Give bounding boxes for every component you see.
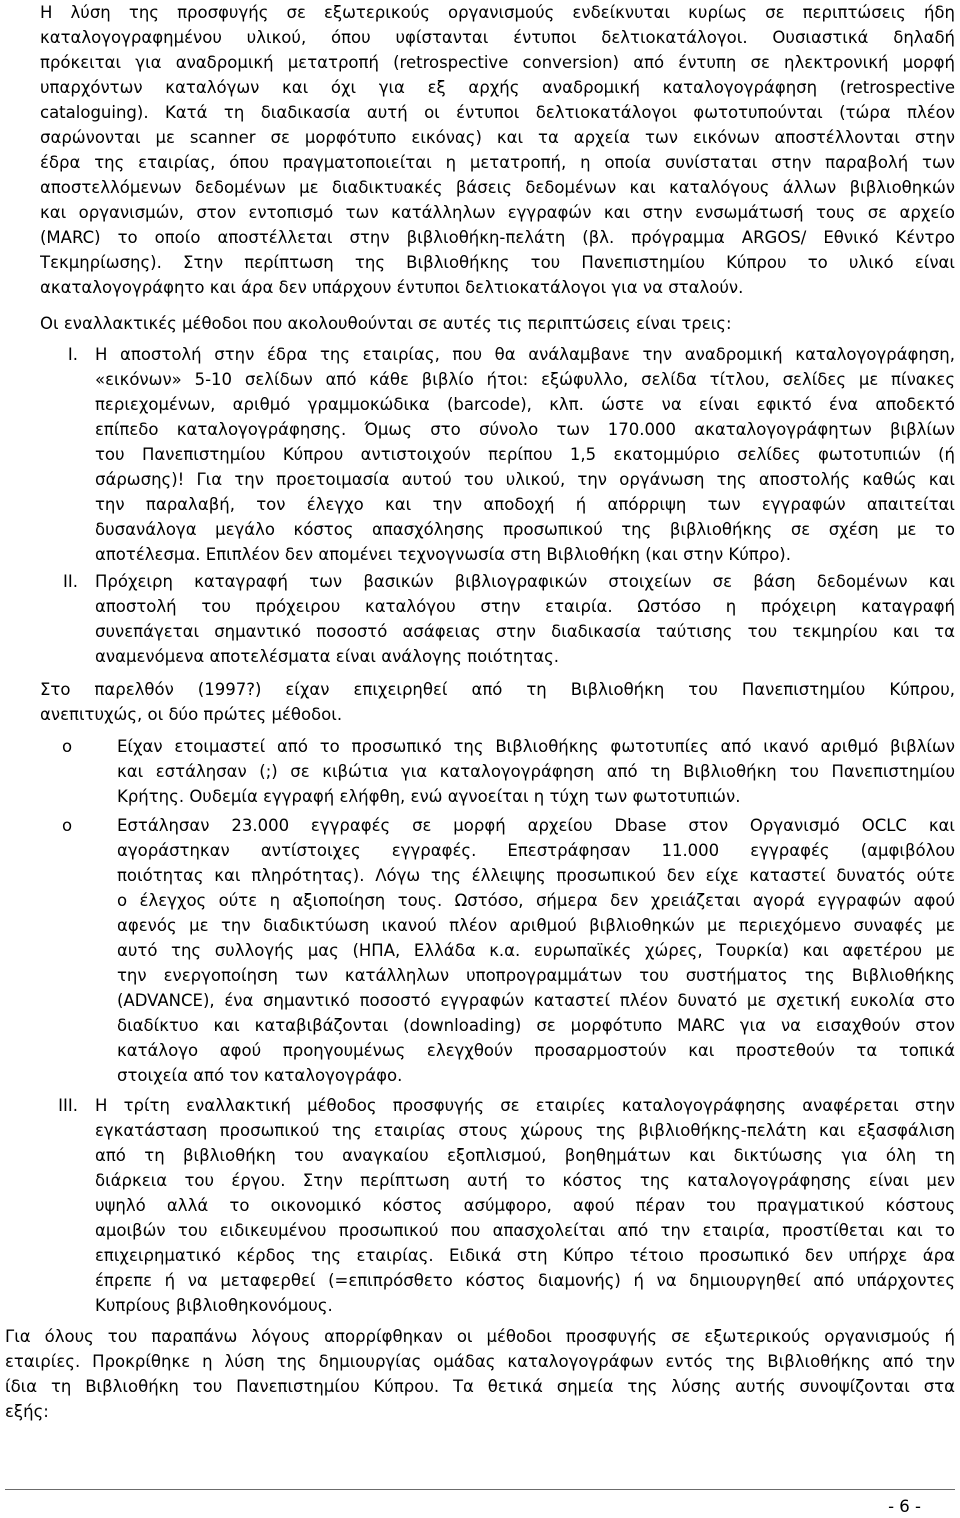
text-line: στοιχεία από τον καταλογογράφο. [117,1066,403,1085]
list-marker: II. [63,572,78,591]
intro-paragraph [40,0,955,300]
text-line: επίπεδο καταλογογράφησης. Όμως στο σύνολο των 170.000 ακαταλογογράφητων βιβλίων [95,420,955,439]
list-marker: III. [58,1096,78,1115]
text-line: από τη βιβλιοθήκη του αναγκαίου εξοπλισμού, βοηθημάτων και δικτύωσης για όλη τη [95,1146,955,1165]
bullet-marker: o [62,737,73,756]
text-line: του Πανεπιστημίου Κύπρου αντιστοιχούν περίπου 1,5 εκατομμύριο σελίδες φωτοτυπιών (ή [95,445,955,464]
text-line: επιχειρηματικό κέρδος της εταιρίας. Ειδικά στη Κύπρο τέτοιο προσωπικό δεν υπήρχε άρα [95,1246,955,1265]
text-line: Οι εναλλακτικές μέθοδοι που ακολουθούνται σε αυτές τις περιπτώσεις είναι τρεις: [40,314,732,333]
method-item-2 [63,569,955,669]
text-line: εγκατάσταση προσωπικού της εταιρίας στους χώρους της βιβλιοθήκης-πελάτη και εξασφάλιση [95,1121,955,1140]
text-line: εταιρίες. Προκρίθηκε η λύση της δημιουργίας ομάδας καταλογογράφων εντός της Βιβλιοθήκης από την [5,1352,955,1371]
text-line: αφενός με την διαδικτύωση ικανού πλέον αριθμού βιβλιοθηκών με περιεχόμενο συναφές με [117,916,955,935]
text-line: Πρόχειρη καταγραφή των βασικών βιβλιογραφικών στοιχείων σε βάση δεδομένων και [95,572,955,591]
past-attempt-item-1 [62,734,955,809]
list-marker: I. [67,345,78,364]
text-line: cataloguing). Κατά τη διαδικασία αυτή οι έντυποι δελτιοκατάλογοι φωτοτυπούνται (τώρα πλέον [40,103,955,122]
text-line: ακαταλογογράφητο και άρα δεν υπάρχουν έντυποι δελτιοκατάλογοι για να σταλούν. [40,278,744,297]
text-line: και οργανισμών, στον εντοπισμό των κατάλληλων εγγραφών και στην ενσωμάτωσή τους σε αρχείο [40,203,955,222]
text-line: ποιότητας και πληρότητας). Λόγω της έλλειψης προσωπικού δεν είχε καταστεί δυνατός ούτε [117,866,955,885]
text-line: σαρώνονται με scanner σε μορφότυπο εικόνας) και τα αρχεία των εικόνων αποστέλλονται στην [40,128,955,147]
method-item-1 [67,342,955,567]
text-line: έπρεπε ή να μεταφερθεί (=επιπρόσθετο κόστος διαμονής) ή να δημιουργηθεί από υπάρχοντες [95,1271,955,1290]
text-line: υψηλό αλλά το οικονομικό κόστος ασύμφορο, αφού πέραν του πραγματικού κόστους [95,1196,955,1215]
text-line: Η λύση της προσφυγής σε εξωτερικούς οργανισμούς ενδείκνυται κυρίως σε περιπτώσεις ήδη [40,3,955,22]
past-attempt-item-2 [62,813,955,1088]
text-line: (MARC) το οποίο αποστέλλεται στην βιβλιοθήκη-πελάτη (βλ. πρόγραμμα ARGOS/ Εθνικό Κέντρο [40,228,955,247]
text-line: ίδια τη Βιβλιοθήκη του Πανεπιστημίου Κύπρου. Τα θετικά σημεία της λύσης αυτής συνοψίζονται στα [5,1377,955,1396]
text-line: Κυπρίους βιβλιοθηκονόμους. [95,1296,333,1315]
text-line: Η τρίτη εναλλακτική μέθοδος προσφυγής σε εταιρίες καταλογογράφησης αναφέρεται στην [95,1096,955,1115]
text-line: αποτέλεσμα. Επιπλέον δεν απομένει τεχνογνωσία στη Βιβλιοθήκη (και στην Κύπρο). [95,545,791,564]
text-line: αυτό της συλλογής μας (ΗΠΑ, Ελλάδα κ.α. ευρωπαϊκές χώρες, Τουρκία) και αφετέρου με [117,941,955,960]
text-line: αποστολή του πρόχειρου καταλόγου στην εταιρία. Ωστόσο η πρόχειρη καταγραφή [95,597,955,616]
text-line: πρόκειται για αναδρομική μετατροπή (retrospective conversion) από έντυπη σε ηλεκτρονική μορφή [40,53,955,72]
text-line: αμοιβών του ειδικευμένου προσωπικού που απασχολείται από την εταιρία, προστίθεται και το [95,1221,955,1240]
text-line: ανεπιτυχώς, οι δύο πρώτες μέθοδοι. [40,705,343,724]
text-line: Εστάλησαν 23.000 εγγραφές σε μορφή αρχείου Dbase στον Οργανισμό OCLC και [117,816,955,835]
past-attempts-paragraph [40,677,955,727]
method-item-3 [58,1093,955,1318]
text-line: Είχαν ετοιμαστεί από το προσωπικό της Βιβλιοθήκης φωτοτυπίες από ικανό αριθμό βιβλίων [117,737,955,756]
text-line: έδρα της εταιρίας, όπου πραγματοποιείται η μετατροπή, η οποία συνίσταται στην παραβολή των [40,153,955,172]
text-line: καταλογογραφημένου υλικού, όπου υφίστανται έντυποι δελτιοκατάλογοι. Ουσιαστικά δηλαδή [40,28,955,47]
conclusion-paragraph [5,1324,955,1424]
text-line: διάρκεια του έργου. Στην περίπτωση αυτή το κόστος της καταλογογράφησης είναι μεν [95,1171,955,1190]
text-line: περιεχομένων, αριθμό γραμμοκώδικα (barcode), κλπ. ώστε να είναι εφικτό ένα αποδεκτό [95,395,955,414]
text-line: την παραλαβή, τον έλεγχο και την αποδοχή ή απόρριψη των εγγραφών απαιτείται [95,495,955,514]
methods-intro-paragraph [40,311,955,336]
text-line: εξής: [5,1402,49,1421]
text-line: και εστάλησαν (;) σε κιβώτια για καταλογογράφηση από τη Βιβλιοθήκη του Πανεπιστημίου [117,762,955,781]
text-line: Η αποστολή στην έδρα της εταιρίας, που θα ανάλαμβανε την αναδρομική καταλογογράφηση, [95,345,955,364]
text-line: συνεπάγεται σημαντικό ποσοστό ασάφειας στην διαδικασία ταύτισης του τεκμηρίου και τα [95,622,955,641]
text-line: την ενεργοποίηση των κατάλληλων υποπρογραμμάτων του συστήματος της Βιβλιοθήκης [117,966,955,985]
text-line: δυσανάλογα μεγάλο κόστος απασχόλησης προσωπικού της βιβλιοθήκης σε σχέση με το [95,520,955,539]
text-line: Στο παρελθόν (1997?) είχαν επιχειρηθεί από τη Βιβλιοθήκη του Πανεπιστημίου Κύπρου, [40,680,955,699]
text-line: Τεκμηρίωσης). Στην περίπτωση της Βιβλιοθήκης του Πανεπιστημίου Κύπρου το υλικό είναι [40,253,955,272]
text-line: αναμενόμενα αποτελέσματα είναι ανάλογης ποιότητας. [95,647,560,666]
text-line: αποστελλόμενων δεδομένων με διαδικτυακές βάσεις δεδομένων και καταλόγους άλλων βιβλιοθηκών [40,178,955,197]
footer-rule [5,1489,955,1490]
text-line: αγοράστηκαν αντίστοιχες εγγραφές. Επεστράφησαν 11.000 εγγραφές (αμφιβόλου [117,841,955,860]
text-line: Για όλους του παραπάνω λόγους απορρίφθηκαν οι μέθοδοι προσφυγής σε εξωτερικούς οργανισμούς ή [5,1327,955,1346]
text-line: σάρωσης)! Για την προετοιμασία αυτού του υλικού, την οργάνωση της αποστολής καθώς και [95,470,955,489]
text-line: (ADVANCE), ένα σημαντικό ποσοστό εγγραφών καταστεί πλέον δυνατό με σχετική ευκολία στο [117,991,955,1010]
text-line: ο έλεγχος ούτε η αξιοποίηση τους. Ωστόσο, σήμερα δεν χρειάζεται αγορά εγγραφών αφού [117,891,955,910]
page-number: - 6 - [888,1497,921,1516]
text-line: υπαρχόντων καταλόγων και όχι για εξ αρχής αναδρομική καταλογογράφηση (retrospective [40,78,955,97]
bullet-marker: o [62,816,73,835]
text-line: κατάλογο αφού προηγουμένως ελεγχθούν προσαρμοστούν και προστεθούν τα τοπικά [117,1041,955,1060]
text-line: Κρήτης. Ουδεμία εγγραφή ελήφθη, ενώ αγνοείται η τύχη των φωτοτυπιών. [117,787,741,806]
text-line: διαδίκτυο και καταβιβάζονται (downloading) σε μορφότυπο MARC για να εισαχθούν στον [117,1016,955,1035]
text-line: «εικόνων» 5-10 σελίδων από κάθε βιβλίο ήτοι: εξώφυλλο, σελίδα τίτλου, σελίδες με πίνακες [95,370,955,389]
